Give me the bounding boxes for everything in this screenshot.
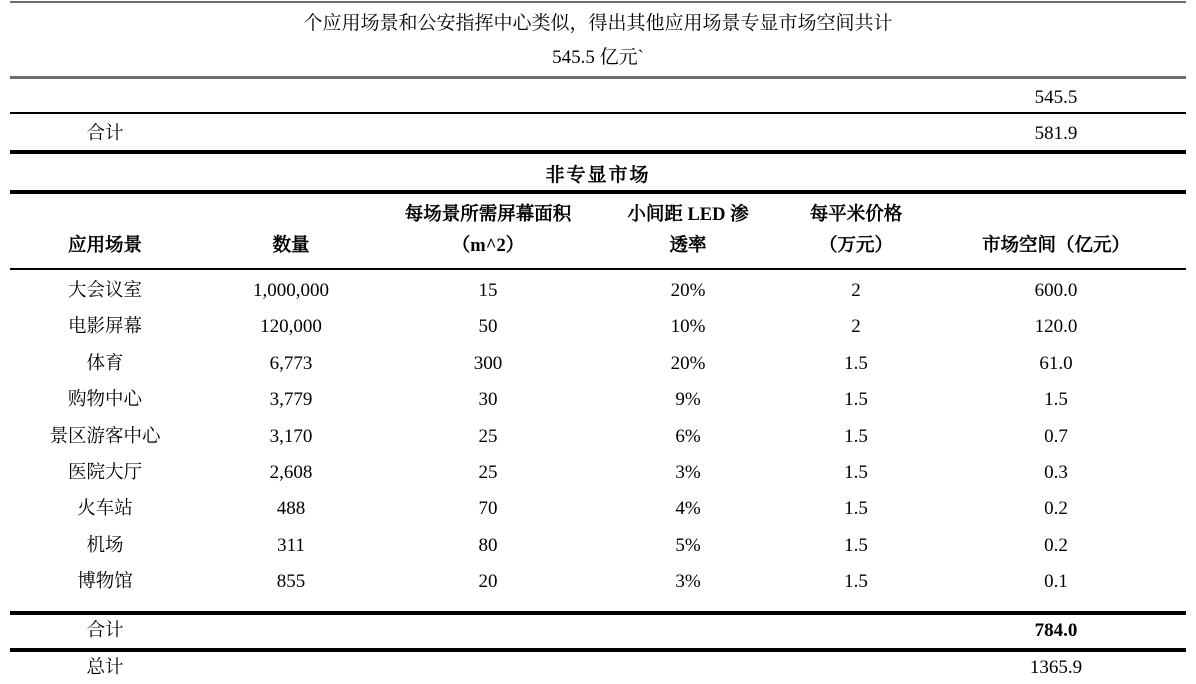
table-row-cell-area: 25 (478, 462, 498, 483)
grand-total-label: 总计 (86, 658, 124, 678)
section-banner-bottom-rule (10, 190, 1186, 194)
table-row-cell-price: 2 (851, 280, 861, 301)
intro-line-1: 个应用场景和公安指挥中心类似，得出其他应用场景专显市场空间共计 (303, 13, 893, 34)
table-row-cell-penetration: 20% (670, 353, 706, 374)
table-row-cell-area: 50 (478, 316, 498, 337)
table-row-cell-penetration: 9% (675, 389, 701, 410)
footer-divider-rule (10, 648, 1186, 652)
column-header-price-top: 每平米价格 (809, 205, 903, 225)
subtotal-value: 784.0 (1034, 620, 1078, 641)
table-row-cell-price: 1.5 (844, 353, 868, 374)
table-row-cell-scene: 火车站 (77, 499, 133, 519)
table-row-cell-market: 120.0 (1034, 316, 1078, 337)
upper-total-label: 合计 (86, 124, 124, 144)
column-header-market: 市场空间（亿元） (981, 236, 1130, 256)
upper-total-value: 581.9 (1034, 123, 1078, 144)
column-header-price-bottom: （万元） (818, 236, 893, 256)
table-row-cell-market: 0.3 (1044, 462, 1068, 483)
table-row-cell-price: 1.5 (844, 389, 868, 410)
grand-total-value: 1365.9 (1029, 657, 1083, 678)
table-row-cell-scene: 景区游客中心 (49, 427, 161, 447)
footer-top-rule (10, 611, 1186, 615)
table-row-cell-scene: 机场 (86, 536, 124, 556)
table-row-cell-quantity: 488 (276, 498, 306, 519)
table-row-cell-area: 30 (478, 389, 498, 410)
table-row-cell-quantity: 1,000,000 (253, 280, 329, 301)
table-row-cell-price: 1.5 (844, 535, 868, 556)
table-row-cell-price: 1.5 (844, 498, 868, 519)
table-row-cell-quantity: 3,170 (269, 426, 313, 447)
table-row-cell-area: 300 (473, 353, 503, 374)
table-row-cell-scene: 博物馆 (77, 572, 133, 592)
intro-line-2: 545.5 亿元` (552, 47, 644, 68)
table-row-cell-scene: 购物中心 (67, 390, 142, 410)
column-header-penetration-top: 小间距 LED 渗 (627, 205, 749, 225)
table-row-cell-quantity: 120,000 (260, 316, 322, 337)
table-row-cell-market: 0.2 (1044, 535, 1068, 556)
section-title: 非专显市场 (545, 165, 651, 186)
table-row-cell-scene: 电影屏幕 (67, 317, 142, 337)
table-row-cell-market: 0.2 (1044, 498, 1068, 519)
table-row-cell-market: 0.1 (1044, 571, 1068, 592)
table-row-cell-penetration: 10% (670, 316, 706, 337)
upper-divider-rule (10, 112, 1186, 114)
table-row-cell-penetration: 6% (675, 426, 701, 447)
table-row-cell-scene: 体育 (86, 354, 124, 374)
column-header-scene: 应用场景 (67, 236, 142, 256)
subtotal-label: 合计 (86, 621, 124, 641)
orphan-value: 545.5 (1034, 87, 1078, 108)
table-row-cell-price: 2 (851, 316, 861, 337)
page-top-rule (10, 1, 1186, 3)
column-header-quantity: 数量 (272, 236, 310, 256)
table-row-cell-price: 1.5 (844, 426, 868, 447)
upper-section-top-rule (10, 76, 1186, 79)
table-row-cell-penetration: 4% (675, 498, 701, 519)
table-row-cell-penetration: 3% (675, 462, 701, 483)
table-row-cell-market: 600.0 (1034, 280, 1078, 301)
section-banner-top-rule (10, 150, 1186, 154)
table-row-cell-penetration: 20% (670, 280, 706, 301)
table-row-cell-market: 61.0 (1039, 353, 1073, 374)
table-row-cell-market: 0.7 (1044, 426, 1068, 447)
table-row-cell-penetration: 3% (675, 571, 701, 592)
table-row-cell-scene: 大会议室 (67, 281, 142, 301)
table-row-cell-price: 1.5 (844, 462, 868, 483)
header-bottom-rule (10, 268, 1186, 270)
table-row-cell-area: 15 (478, 280, 498, 301)
table-row-cell-quantity: 855 (276, 571, 306, 592)
table-row-cell-quantity: 311 (277, 535, 305, 556)
table-row-cell-penetration: 5% (675, 535, 701, 556)
table-row-cell-price: 1.5 (844, 571, 868, 592)
table-row-cell-scene: 医院大厅 (67, 463, 142, 483)
table-row-cell-quantity: 2,608 (269, 462, 313, 483)
column-header-penetration-bottom: 透率 (669, 236, 707, 256)
column-header-area-top: 每场景所需屏幕面积 (404, 205, 572, 225)
table-row-cell-quantity: 3,779 (269, 389, 313, 410)
table-row-cell-market: 1.5 (1044, 389, 1068, 410)
table-row-cell-area: 20 (478, 571, 498, 592)
column-header-area-bottom: （m^2） (451, 236, 525, 256)
table-row-cell-area: 80 (478, 535, 498, 556)
table-row-cell-area: 70 (478, 498, 498, 519)
table-row-cell-area: 25 (478, 426, 498, 447)
table-row-cell-quantity: 6,773 (269, 353, 313, 374)
